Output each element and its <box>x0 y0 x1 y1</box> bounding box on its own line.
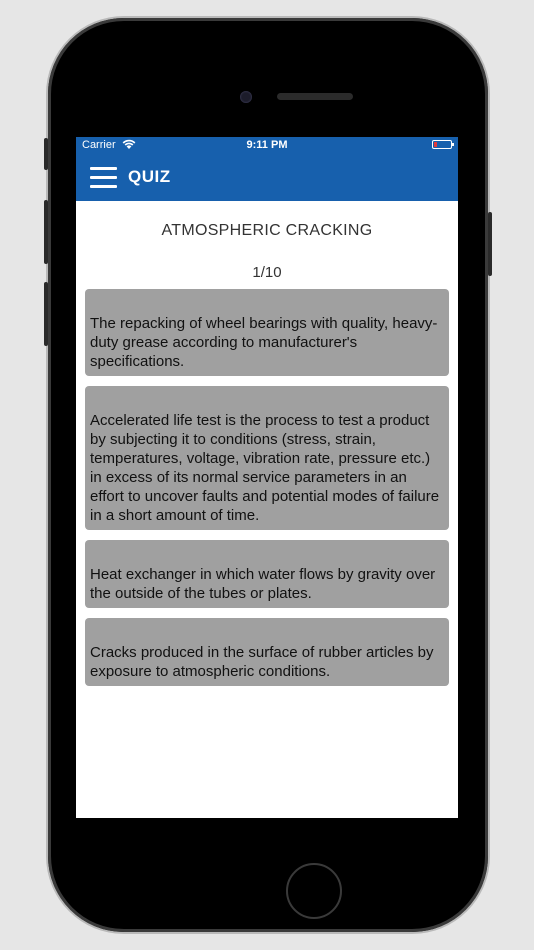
volume-up-button <box>44 200 48 264</box>
nav-title: QUIZ <box>128 167 171 186</box>
earpiece-speaker <box>277 93 353 100</box>
battery-icon <box>432 140 452 149</box>
answer-list <box>76 289 458 686</box>
status-time: 9:11 PM <box>246 139 288 151</box>
question-counter: 1/10 <box>252 264 282 281</box>
quiz-question-title: ATMOSPHERIC CRACKING <box>161 222 373 239</box>
answer-option-3[interactable]: Heat exchanger in which water flows by gravity over the outside of the tubes or plates. <box>85 540 449 608</box>
answer-option-1[interactable]: The repacking of wheel bearings with quality, heavy-duty grease according to manufacturer's specifications. <box>85 289 449 376</box>
hamburger-menu-icon[interactable] <box>90 167 117 189</box>
answer-option-2[interactable]: Accelerated life test is the process to test a product by subjecting it to conditions (stress, strain, temperatures, voltage, vibration rate, pressure etc.) in excess of its normal service parameters in an effort to uncover faults and potential modes of failure in a short amount of time. <box>85 386 449 530</box>
front-camera <box>240 91 252 103</box>
mute-switch <box>44 138 48 170</box>
carrier-label: Carrier <box>82 139 116 151</box>
answer-option-4[interactable]: Cracks produced in the surface of rubber articles by exposure to atmospheric conditions. <box>85 618 449 686</box>
status-bar <box>76 137 458 154</box>
nav-bar <box>76 154 458 201</box>
power-button <box>488 212 492 276</box>
app-screen <box>76 137 458 818</box>
volume-down-button <box>44 282 48 346</box>
home-button[interactable] <box>286 863 342 919</box>
